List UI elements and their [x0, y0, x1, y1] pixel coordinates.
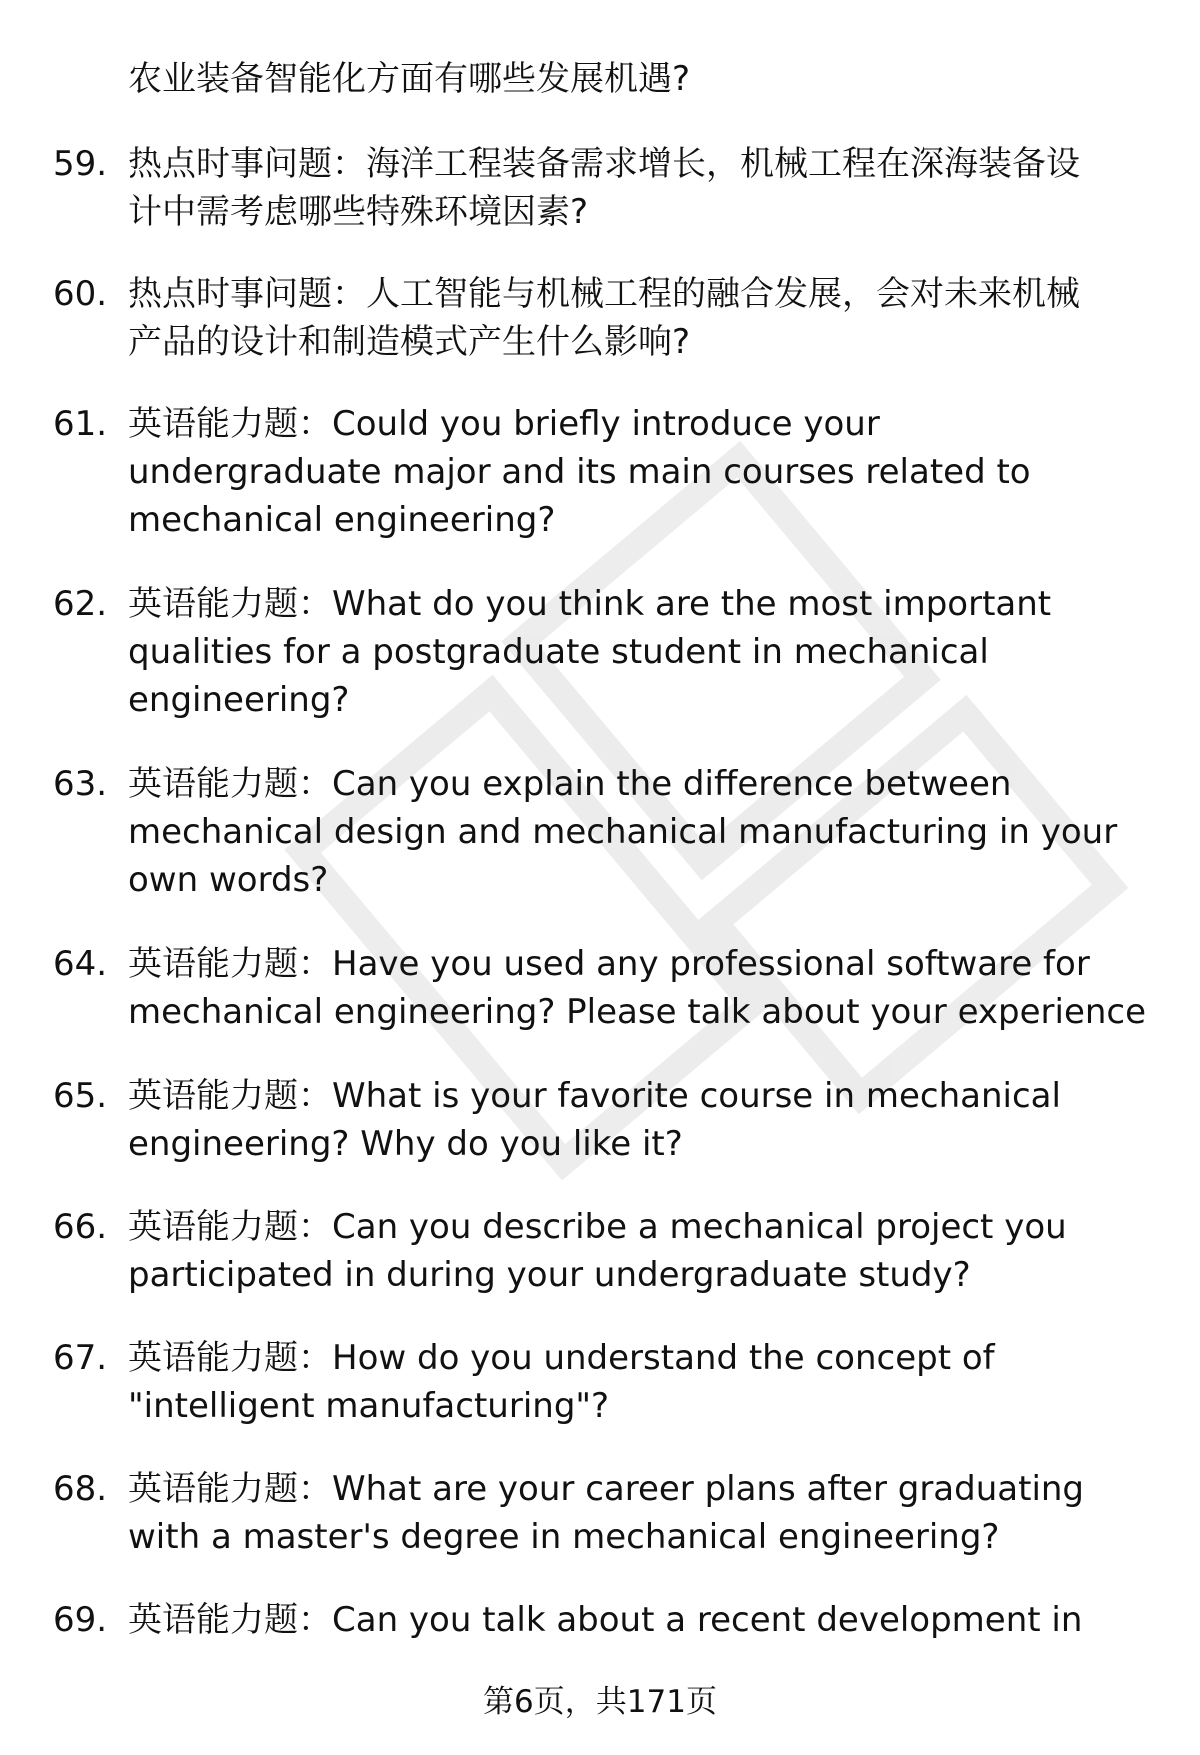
item-text	[128, 760, 1178, 904]
item-text	[128, 940, 1178, 1036]
item-text	[128, 270, 1178, 366]
text-line: engineering? Why do you like it?	[128, 1124, 683, 1164]
item-text	[128, 1203, 1178, 1299]
item-number: 68.	[53, 1469, 108, 1509]
item-text	[128, 1072, 1178, 1168]
text-line: 英语能力题：What are your career plans after graduating	[128, 1469, 1085, 1509]
text-line: own words?	[128, 860, 329, 900]
item-text	[128, 55, 1178, 103]
item-number: 62.	[53, 584, 108, 624]
item-number: 66.	[53, 1207, 108, 1247]
text-line: undergraduate major and its main courses related to	[128, 452, 1031, 492]
item-number: 65.	[53, 1076, 108, 1116]
item-text	[128, 1465, 1178, 1561]
text-line: with a master's degree in mechanical engineering?	[128, 1517, 1000, 1557]
text-line: 英语能力题：Can you explain the difference between	[128, 764, 1012, 804]
text-line: mechanical design and mechanical manufacturing in your	[128, 812, 1118, 852]
text-line: mechanical engineering?	[128, 500, 556, 540]
text-line: 英语能力题：Can you describe a mechanical project you	[128, 1207, 1067, 1247]
text-line: 英语能力题：Can you talk about a recent development in	[128, 1600, 1083, 1640]
text-line: 计中需考虑哪些特殊环境因素?	[128, 192, 589, 232]
item-text	[128, 580, 1178, 724]
item-text	[128, 400, 1178, 544]
item-number: 67.	[53, 1338, 108, 1378]
text-line: 产品的设计和制造模式产生什么影响?	[128, 322, 691, 362]
item-number: 61.	[53, 404, 108, 444]
text-line: "intelligent manufacturing"?	[128, 1386, 610, 1426]
item-number: 60.	[53, 274, 108, 314]
item-number: 59.	[53, 144, 108, 184]
text-line: engineering?	[128, 680, 350, 720]
item-number: 64.	[53, 944, 108, 984]
text-line: 英语能力题：What do you think are the most important	[128, 584, 1052, 624]
text-line: 英语能力题：How do you understand the concept of	[128, 1338, 995, 1378]
item-number: 63.	[53, 764, 108, 804]
item-text	[128, 1596, 1178, 1644]
text-line: 农业装备智能化方面有哪些发展机遇?	[128, 59, 691, 99]
page-footer: 第6页，共171页	[483, 1684, 717, 1720]
text-line: participated in during your undergraduate study?	[128, 1255, 971, 1295]
text-line: qualities for a postgraduate student in mechanical	[128, 632, 989, 672]
text-line: 热点时事问题：海洋工程装备需求增长，机械工程在深海装备设	[128, 144, 1080, 184]
item-text	[128, 1334, 1178, 1430]
text-line: 英语能力题：Have you used any professional software for	[128, 944, 1090, 984]
text-line: 英语能力题：Could you briefly introduce your	[128, 404, 880, 444]
text-line: mechanical engineering? Please talk about your experience	[128, 992, 1147, 1032]
item-text	[128, 140, 1178, 236]
text-line: 英语能力题：What is your favorite course in mechanical	[128, 1076, 1061, 1116]
text-line: 热点时事问题：人工智能与机械工程的融合发展，会对未来机械	[128, 274, 1080, 314]
item-number: 69.	[53, 1600, 108, 1640]
